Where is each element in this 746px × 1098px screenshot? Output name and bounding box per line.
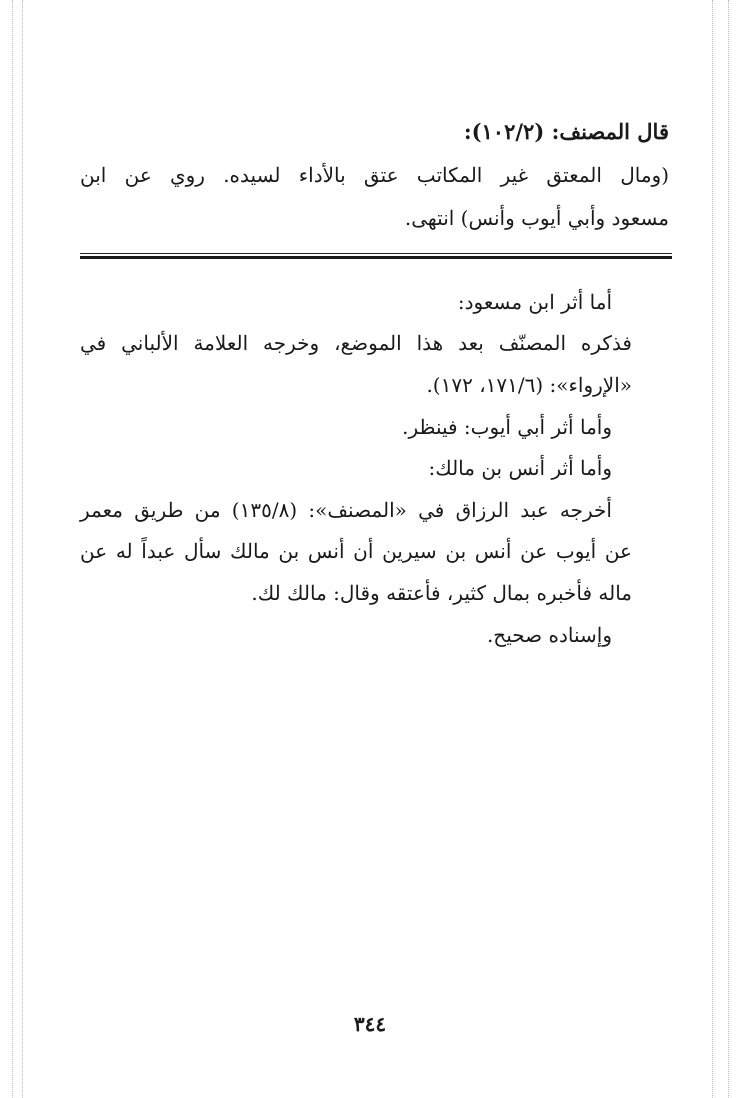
commentary-line: ماله فأخبره بمال كثير، فأعتقه وقال: مالك لك.: [251, 581, 632, 605]
commentary-line: «الإرواء»: (١٧١/٦، ١٧٢).: [426, 373, 632, 397]
page-number: ٣٤٤: [353, 1012, 387, 1036]
margin-guide-line: [22, 0, 23, 1098]
quote-heading: قال المصنف: (١٠٢/٢):: [463, 119, 669, 144]
quote-line-1: (ومال المعتق غير المكاتب عتق بالأداء لسيده. روي عن ابن: [80, 163, 669, 187]
author-quote-section: [80, 112, 669, 242]
commentary-line: عن أيوب عن أنس بن سيرين أن أنس بن مالك سأل عبداً له عن: [80, 539, 632, 563]
margin-guide-line: [712, 0, 713, 1098]
commentary-line: فذكره المصنّف بعد هذا الموضع، وخرجه العلامة الألباني في: [80, 331, 632, 355]
commentary-line: أخرجه عبد الرزاق في «المصنف»: (١٣٥/٨) من طريق معمر: [80, 498, 612, 522]
commentary-line: وأما أثر أبي أيوب: فينظر.: [402, 415, 612, 439]
section-divider: [80, 253, 672, 261]
margin-guide-line: [12, 0, 13, 1098]
commentary-section: [80, 287, 632, 667]
commentary-line: وإسناده صحيح.: [486, 623, 612, 647]
quote-line-2: مسعود وأبي أيوب وأنس) انتهى.: [404, 206, 669, 230]
commentary-line: أما أثر ابن مسعود:: [457, 290, 612, 314]
margin-guide-line: [728, 0, 729, 1098]
commentary-line: وأما أثر أنس بن مالك:: [428, 456, 612, 480]
